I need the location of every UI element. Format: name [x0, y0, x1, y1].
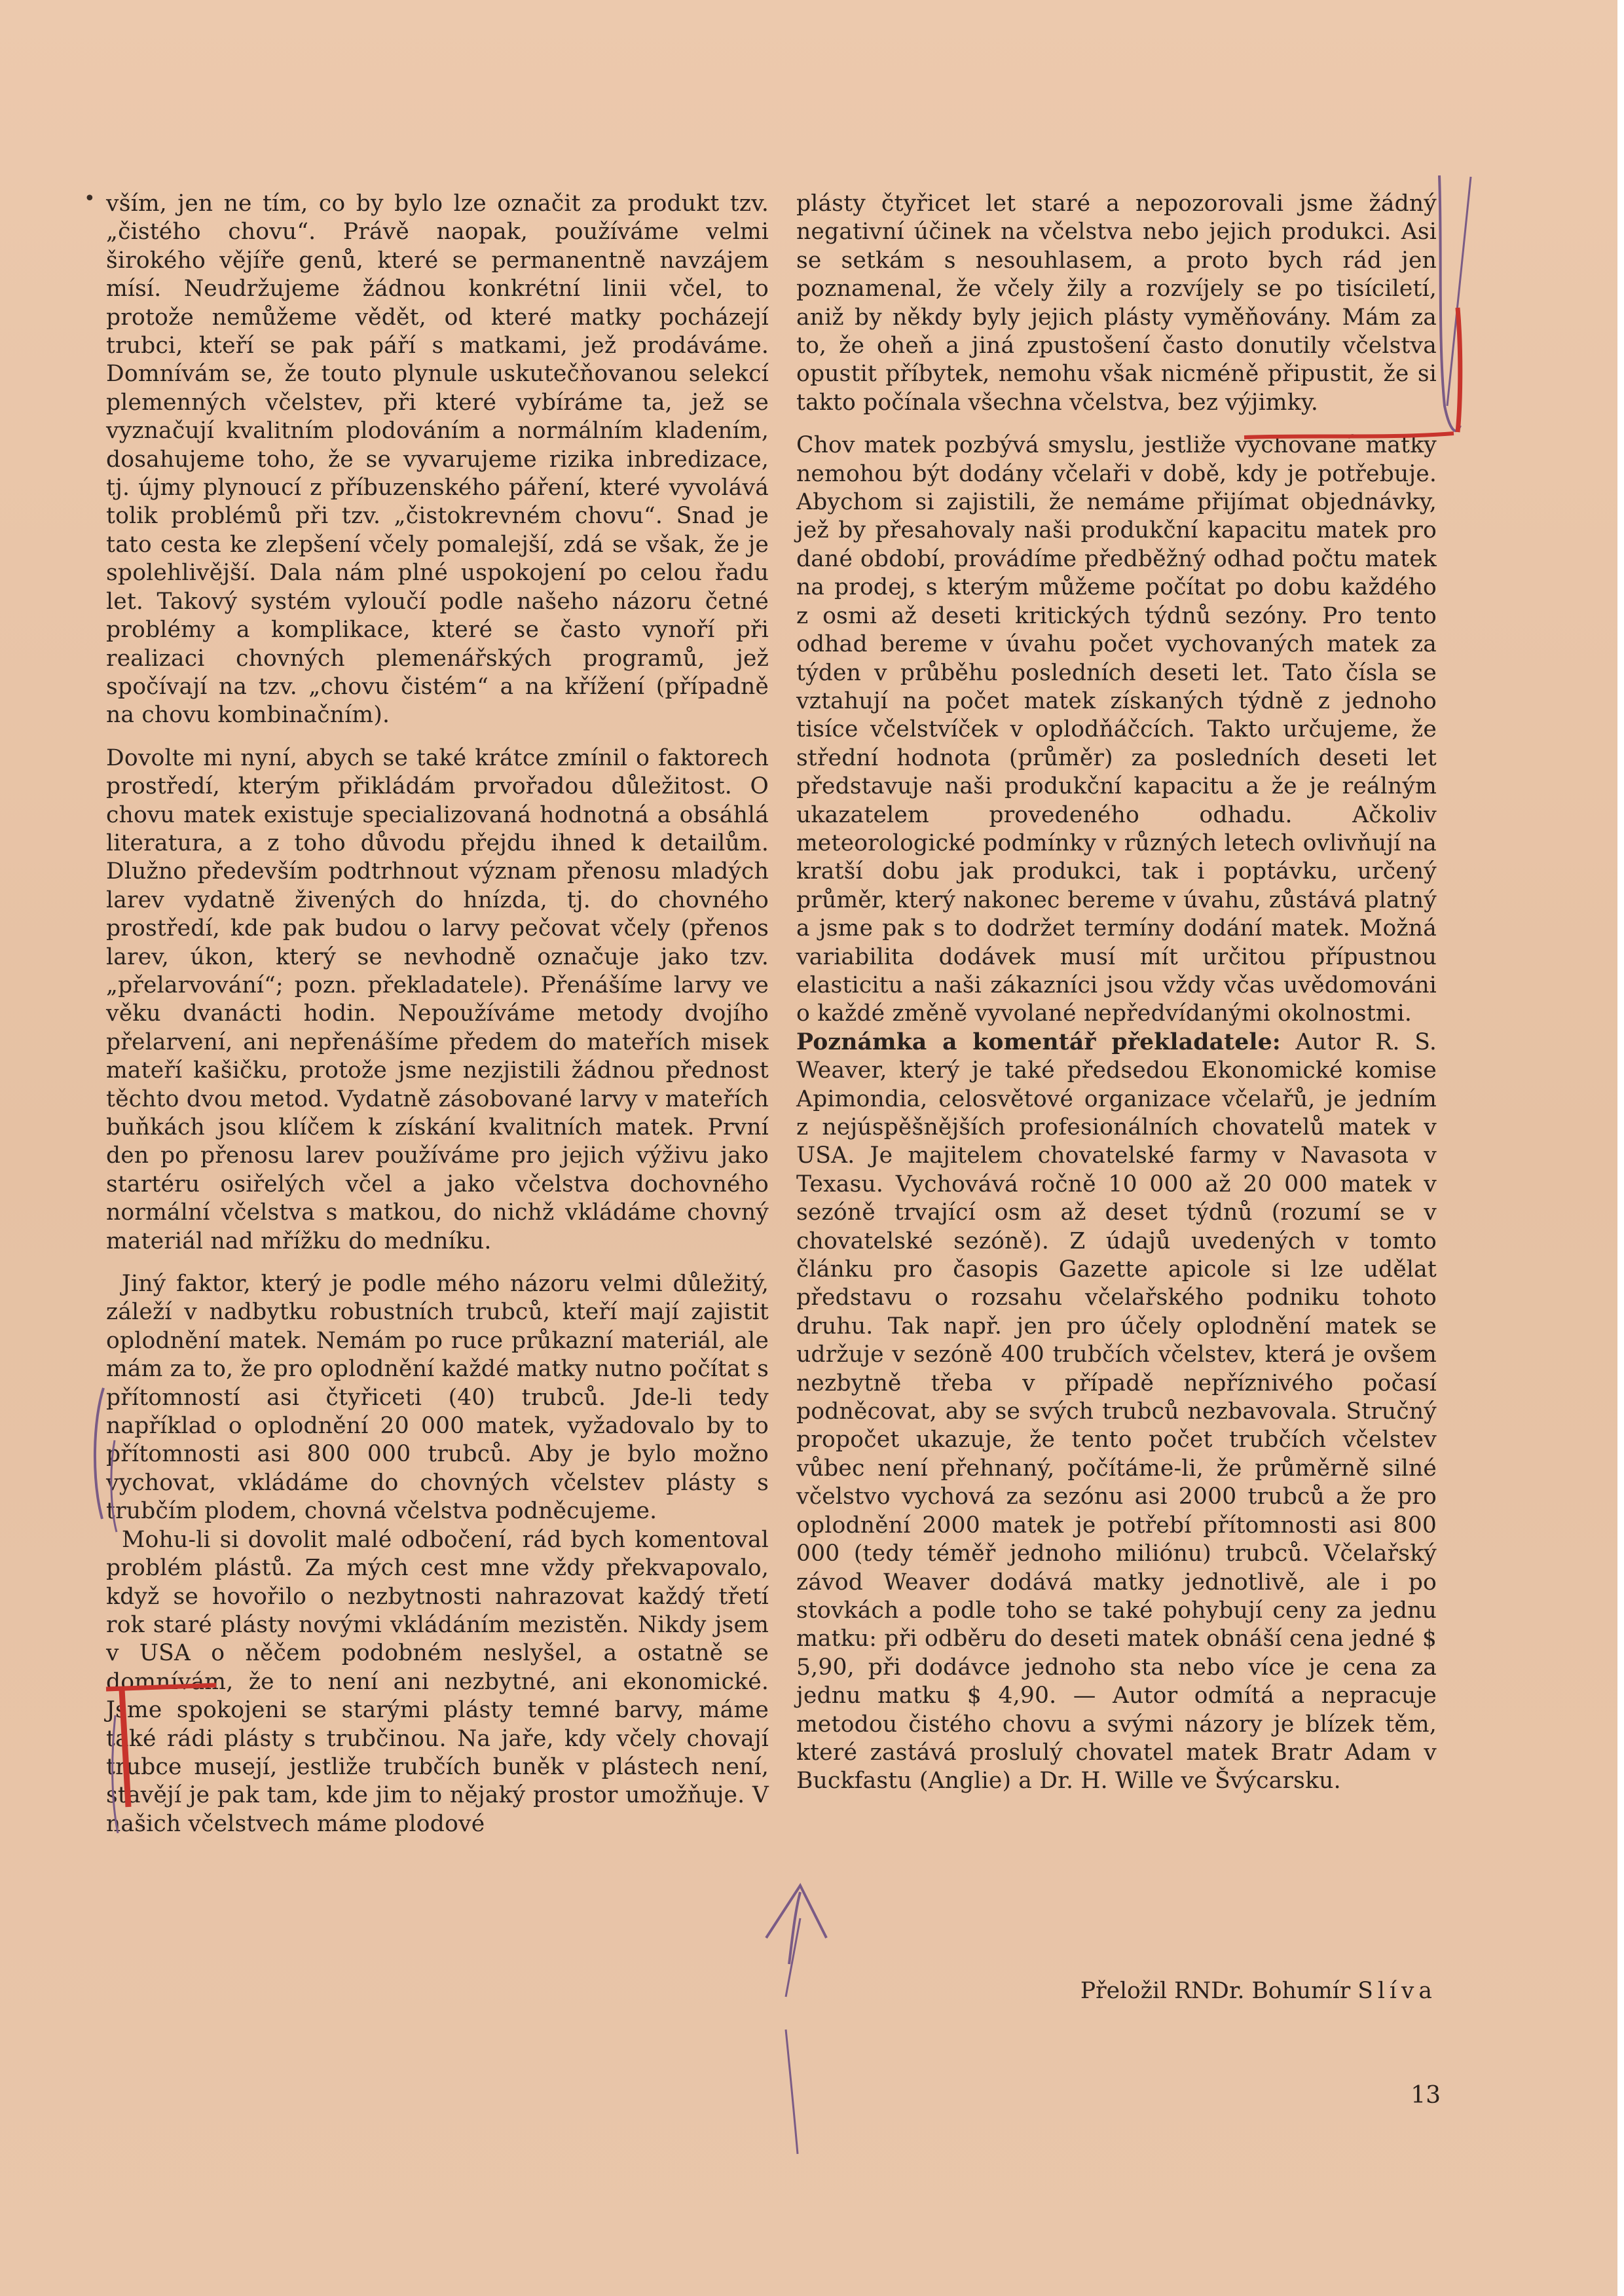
page-number: 13: [1411, 2082, 1441, 2109]
purple-bracket-left-2: [111, 1440, 117, 1532]
purple-bracket-left-1: [95, 1388, 103, 1519]
purple-bottom-stroke: [786, 2030, 798, 2154]
translator-prefix: Přeložil RNDr. Bohumír: [1080, 1978, 1358, 2004]
red-underline-top: [1244, 433, 1454, 437]
right-paragraph-1: plásty čtyřicet let staré a nepozorovali jsme žádný negativní účinek na včelstva nebo jejich produkci. Asi se setkám s nesouhlasem, a proto bych rád jen poznamenal, že včely žily a rozvíjely se po tisíciletí, aniž by někdy byly jejich plásty vyměňovány. Mám za to, že oheň a jiná zpustošení často donutily včelstva opustit příbytek, nemohu však nicméně připustit, že si takto počínala všechna včelstva, bez výjimky.: [796, 191, 1437, 416]
left-paragraph-3: Jiný faktor, který je podle mého názoru velmi důležitý, záleží v nadbytku robustních trubců, kteří mají zajistit oplodnění matek. Nemám po ruce průkazní materiál, ale mám za to, že pro oplodnění každé matky nutno počítat s přítomností asi čtyřiceti (40) trubců. Jde-li tedy například o oplodnění 20 000 matek, vyžadovalo by to přítomnosti asi 800 000 trubců. Aby je bylo možno vychovat, vkládáme do chovných včelstev plásty s trubčím plodem, chovná včelstva podněcujeme.: [106, 1271, 769, 1525]
margin-dot: •: [84, 187, 96, 210]
translator-note-label: Poznámka a komentář překladatele:: [796, 1029, 1281, 1055]
red-corner-vertical: [122, 1689, 128, 1807]
translator-surname: Slíva: [1357, 1978, 1437, 2004]
left-paragraph-4: Mohu-li si dovolit malé odbočení, rád bych komentoval problém plástů. Za mých cest mne vždy překvapovalo, když se hovořilo o nezbytnosti nahrazovat každý třetí rok staré plásty novými vkládáním mezistěn. Nikdy jsem v USA o něčem podobném neslyšel, a ostatně se domnívám, že to není ani nezbytné, ani ekonomické. Jsme spokojeni se starými plásty temné barvy, máme také rádi plásty s trubčinou. Na jaře, kdy včely chovají trubce musejí, jestliže trubčích buněk v plástech není, stavějí je pak tam, kde jim to nějaký prostor umožňuje. V našich včelstvech máme plodové: [106, 1526, 769, 1837]
left-paragraph-1: vším, jen ne tím, co by bylo lze označit za produkt tzv. „čistého chovu“. Právě naopak, používáme velmi širokého vějíře genů, které se permanentně navzájem mísí. Neudržujeme žádnou konkrétní linii včel, to protože nemůžeme vědět, od které matky pocházejí trubci, kteří se pak páří s matkami, jež prodáváme. Domnívám se, že touto plynule uskutečňovanou selekcí plemenných včelstev, při které vybíráme ta, jež se vyznačují kvalitním plodováním a normálním kladením, dosahujeme toho, že se vyvarujeme rizika inbredizace, tj. újmy plynoucí z příbuzenského páření, které vyvolává tolik problémů při tzv. „čistokrevném chovu“. Snad je tato cesta ke zlepšení včely pomalejší, zdá se však, že je spolehlivější. Dala nám plné uspokojení po celou řadu let. Takový systém vyloučí podle našeho názoru četné problémy a komplikace, které se často vynoří při realizaci chovných plemenářských programů, jež spočívají na tzv. „chovu čistém“ a na křížení (případně na chovu kombinačním).: [106, 191, 769, 729]
translator-note-text: Autor R. S. Weaver, který je také předsedou Ekonomické komise Apimondia, celosvětové organizace včelařů, je jedním z nejúspěšnějších profesionálních chovatelů matek v USA. Je majitelem chovatelské farmy v Navasota v Texasu. Vychovává ročně 10 000 až 20 000 matek v sezóně trvající osm až deset týdnů (rozumí se v chovatelské sezóně). Z údajů uvedených v tomto článku pro časopis Gazette apicole si lze udělat představu o rozsahu včelařského podniku tohoto druhu. Tak např. jen pro účely oplodnění matek se udržuje v sezóně 400 trubčích včelstev, která je ovšem nezbytně třeba v případě nepříznivého počasí podněcovat, aby se svých trubců nezbavovala. Stručný propočet ukazuje, že tento počet trubčích včelstev vůbec není přehnaný, počítáme-li, že průměrně silné včelstvo vychová za sezónu asi 2000 trubců a že pro oplodnění 2000 matek je potřebí přítomnosti asi 800 000 (tedy téměř jednoho miliónu) trubců. Včelařský závod Weaver dodává matky jednotlivě, ale i po stovkách a podle toho se také pohybují ceny za jednu matku: při odběru do deseti matek obnáší cena jedné $ 5,90, při dodávce jednoho sta nebo více je cena za jednu matku $ 4,90. — Autor odmítá a nepracuje metodou čistého chovu a svými názory je blízek těm, které zastává proslulý chovatel matek Bratr Adam v Buckfastu (Anglie) a Dr. H. Wille ve Švýcarsku.: [796, 1029, 1437, 1795]
purple-corner-stroke: [113, 1715, 118, 1833]
right-paragraph-2: Chov matek pozbývá smyslu, jestliže vychované matky nemohou být dodány včelaři v době, kdy je potřebuje. Abychom si zajistili, že nemáme přijímat objednávky, jež by přesahovaly naši produkční kapacitu matek pro dané období, provádíme předběžný odhad počtu matek na prodej, s kterým můžeme počítat po dobu každého z osmi až deseti kritických týdnů sezóny. Pro tento odhad bereme v úvahu počet vychovaných matek za týden v průběhu posledních deseti let. Tato čísla se vztahují na počet matek získaných týdně z jednoho tisíce včelstvíček v oplodňáčcích. Takto určujeme, že střední hodnota (průměr) za posledních deseti let představuje naši produkční kapacitu a že je reálným ukazatelem provedeného odhadu. Ačkoliv meteorologické podmínky v různých letech ovlivňují na kratší dobu jak produkci, tak i poptávku, určený průměr, který nakonec bereme v úvahu, zůstává platný a jsme pak s to dodržet termíny dodání matek. Možná variabilita dodávek musí mít určitou přípustnou elasticitu a naši zákazníci jsou vždy včas uvědomováni o každé změně vyvolané nepředvídanými okolnostmi.: [796, 432, 1437, 1027]
red-margin-bracket-top: [1458, 308, 1460, 432]
left-paragraph-2: Dovolte mi nyní, abych se také krátce zmínil o faktorech prostředí, kterým přikládám prvořadou důležitost. O chovu matek existuje specializovaná hodnotná a obsáhlá literatura, a z toho důvodu přejdu ihned k detailům. Dlužno především podtrhnout význam přenosu mladých larev vydatně živených do hnízda, tj. do chovného prostředí, kde pak budou o larvy pečovat včely (přenos larev, úkon, který se nevhodně označuje jako tzv. „přelarvování“; pozn. překladatele). Přenášíme larvy ve věku dvanácti hodin. Nepoužíváme metody dvojího přelarvení, ani nepřenášíme předem do mateřích misek mateří kašičku, protože jsme nezjistili žádnou přednost těchto dvou metod. Vydatně zásobované larvy v mateřích buňkách jsou klíčem k získání kvalitních matek. První den po přenosu larev používáme pro jejich výživu jako startéru osiřelých včel a jako včelstva dochovného normální včelstva s matkou, do nichž vkládáme chovný materiál nad mřížku do medníku.: [106, 744, 769, 1254]
red-corner-horizontal: [106, 1685, 216, 1689]
